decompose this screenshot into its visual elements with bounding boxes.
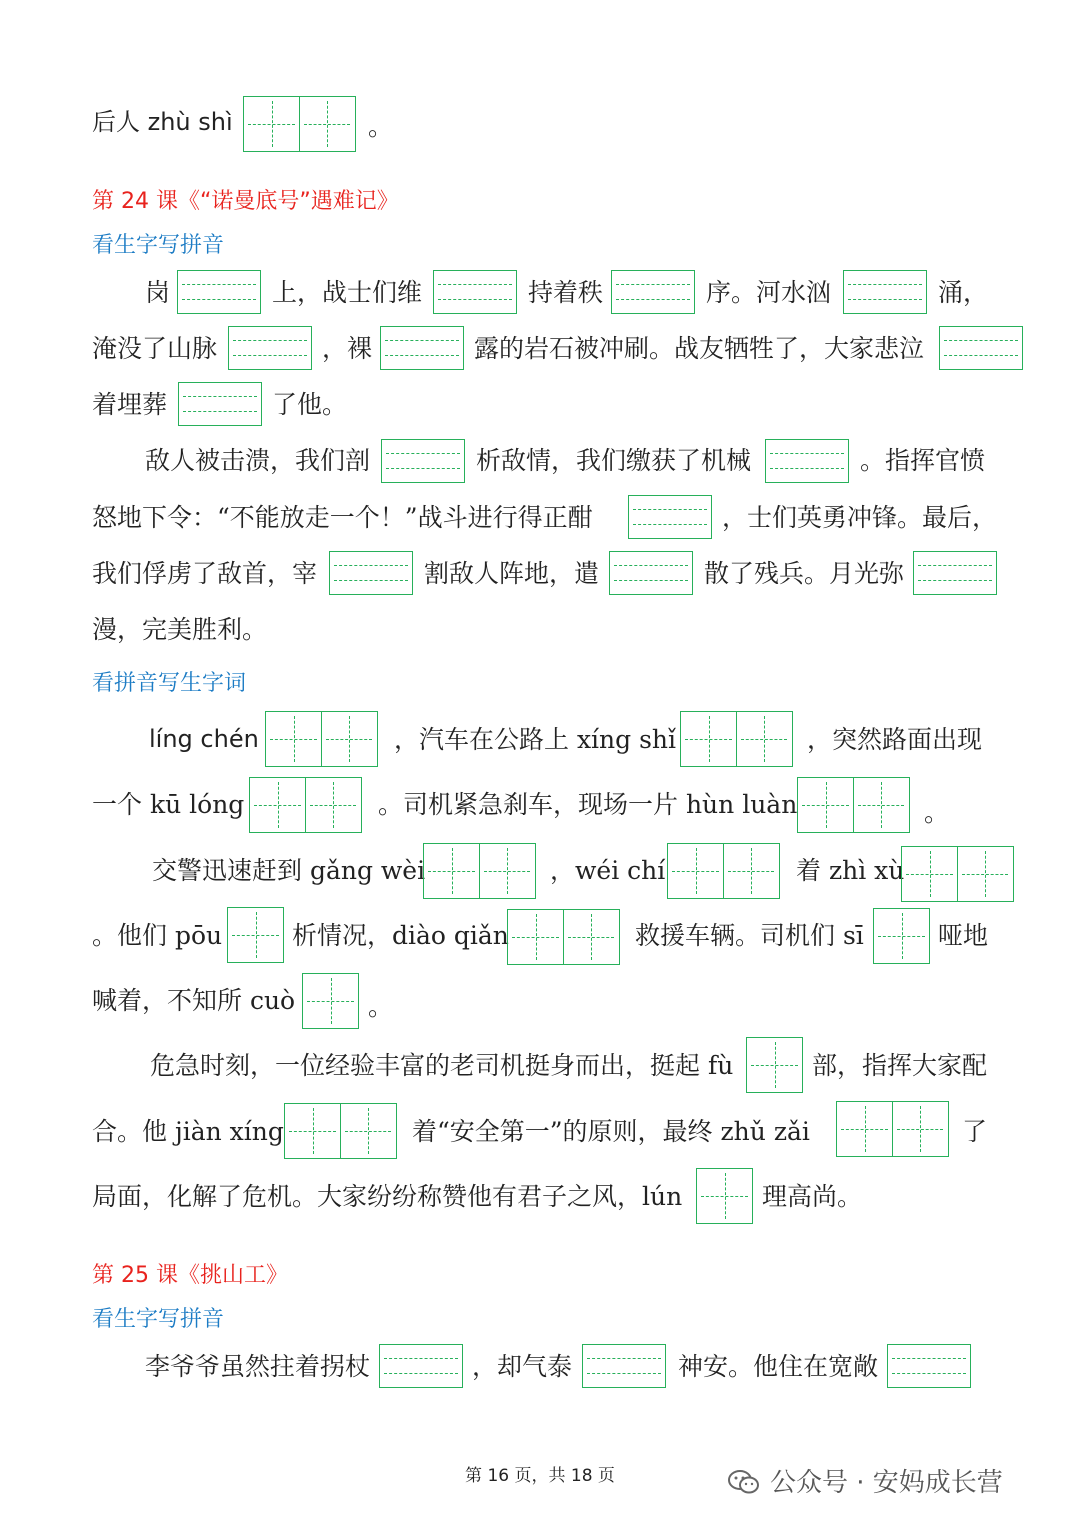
answer-grid[interactable]: [507, 909, 620, 965]
text: 了: [962, 1117, 988, 1146]
text: 着 zhì xù: [796, 856, 905, 885]
watermark-text: 公众号 · 安妈成长营: [770, 1468, 1003, 1498]
page-number: 第 16 页，共 18 页: [465, 1466, 615, 1486]
answer-grid[interactable]: [284, 1103, 397, 1159]
text: 了他。: [272, 390, 348, 419]
text: 局面，化解了危机。大家纷纷称赞他有君子之风，lún: [92, 1182, 683, 1211]
text: 一个 kū lóng: [92, 790, 245, 819]
text: 。司机紧急刹车，现场一片 hùn luàn: [378, 790, 798, 819]
text: 散了残兵。月光弥: [704, 559, 905, 588]
text: 序。河水汹: [706, 278, 832, 307]
text: ，汽车在公路上 xíng shǐ: [394, 725, 677, 754]
pinyin-box[interactable]: [765, 439, 849, 483]
lesson-title: 第 25 课《挑山工》: [92, 1263, 288, 1288]
text: 我们俘虏了敌首，宰: [92, 559, 318, 588]
pinyin-box[interactable]: [843, 270, 927, 314]
answer-grid[interactable]: [249, 777, 362, 833]
section-title: 看生字写拼音: [92, 233, 225, 258]
text: 后人 zhù shì: [92, 108, 233, 136]
text: 李爷爷虽然拄着拐杖: [145, 1352, 371, 1381]
text: 部，指挥大家配: [812, 1051, 988, 1080]
text: ，士们英勇冲锋。最后，: [722, 503, 998, 532]
pinyin-box[interactable]: [887, 1344, 971, 1388]
text: ，突然路面出现: [807, 725, 983, 754]
pinyin-box[interactable]: [329, 551, 413, 595]
text: líng chén: [149, 725, 259, 753]
answer-grid[interactable]: [265, 711, 378, 767]
answer-grid[interactable]: [836, 1101, 949, 1157]
text: 合。他 jiàn xíng: [92, 1117, 284, 1146]
pinyin-box[interactable]: [228, 326, 312, 370]
text: 喊着，不知所 cuò: [92, 986, 296, 1015]
text: 析敌情，我们缴获了机械: [476, 446, 752, 475]
answer-grid[interactable]: [797, 777, 910, 833]
answer-grid[interactable]: [746, 1037, 803, 1093]
text: 。: [924, 798, 950, 827]
section-title: 看拼音写生字词: [92, 671, 247, 696]
text: 理高尚。: [762, 1182, 863, 1211]
text: 。: [368, 112, 394, 141]
pinyin-box[interactable]: [611, 270, 695, 314]
text: 漫，完美胜利。: [92, 615, 268, 644]
pinyin-box[interactable]: [381, 439, 465, 483]
answer-grid[interactable]: [680, 711, 793, 767]
text: 着“安全第一”的原则，最终 zhǔ zǎi: [412, 1117, 810, 1146]
text: ，却气泰: [472, 1352, 573, 1381]
pinyin-box[interactable]: [939, 326, 1023, 370]
pinyin-box[interactable]: [433, 270, 517, 314]
answer-grid[interactable]: [696, 1168, 753, 1224]
pinyin-box[interactable]: [628, 495, 712, 539]
text: 涌，: [938, 278, 989, 307]
answer-grid[interactable]: [243, 96, 356, 152]
text: 交警迅速赶到 gǎng wèi: [152, 856, 426, 885]
pinyin-box[interactable]: [178, 382, 262, 426]
pinyin-box[interactable]: [913, 551, 997, 595]
text: 着埋葬: [92, 390, 168, 419]
text: 危急时刻，一位经验丰富的老司机挺身而出，挺起 fù: [150, 1051, 734, 1080]
answer-grid[interactable]: [901, 846, 1014, 902]
answer-grid[interactable]: [227, 907, 284, 963]
text: 。他们 pōu: [92, 921, 223, 950]
wechat-icon: [728, 1469, 760, 1495]
text: 哑地: [938, 921, 989, 950]
pinyin-box[interactable]: [582, 1344, 666, 1388]
text: 割敌人阵地，遣: [424, 559, 600, 588]
text: 淹没了山脉: [92, 334, 218, 363]
text: 神安。他住在宽敞: [678, 1352, 879, 1381]
pinyin-box[interactable]: [609, 551, 693, 595]
text: 。指挥官愤: [860, 446, 986, 475]
watermark: [728, 1462, 1003, 1499]
lesson-title: 第 24 课《“诺曼底号”遇难记》: [92, 189, 399, 214]
answer-grid[interactable]: [667, 843, 780, 899]
pinyin-box[interactable]: [380, 326, 464, 370]
text: 。: [368, 992, 394, 1021]
text: 敌人被击溃，我们剖: [145, 446, 371, 475]
text: 持着秩: [528, 278, 604, 307]
answer-grid[interactable]: [302, 973, 359, 1029]
text: 露的岩石被冲刷。战友牺牲了，大家悲泣: [474, 334, 925, 363]
text: 上，战士们维: [272, 278, 423, 307]
text: 析情况，diào qiǎn: [292, 921, 509, 950]
answer-grid[interactable]: [873, 908, 930, 964]
text: 救援车辆。司机们 sī: [635, 921, 864, 950]
section-title: 看生字写拼音: [92, 1307, 225, 1332]
text: 岗: [145, 278, 171, 307]
text: ，wéi chí: [550, 856, 666, 885]
text: ，裸: [322, 334, 373, 363]
answer-grid[interactable]: [423, 843, 536, 899]
pinyin-box[interactable]: [379, 1344, 463, 1388]
text: 怒地下令：“不能放走一个！”战斗进行得正酣: [92, 503, 593, 532]
pinyin-box[interactable]: [177, 270, 261, 314]
